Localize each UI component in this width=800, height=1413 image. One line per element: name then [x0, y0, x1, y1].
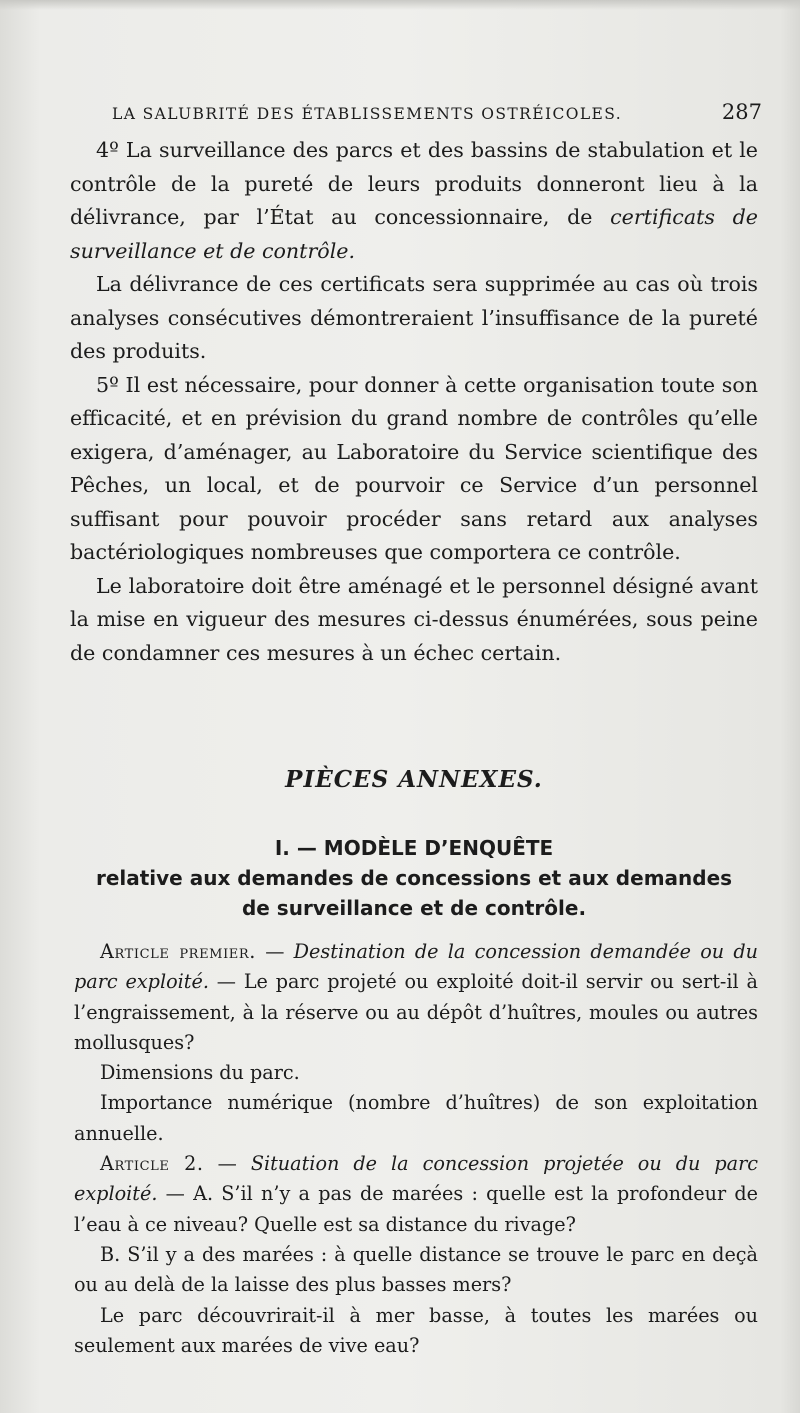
paragraph-4-text: 4º La surveillance des parcs et des bassins de stabulation et le contrôle de la pureté de leurs produits donneront lieu à la délivrance, par l’État au concessionnaire, de [70, 138, 758, 229]
paragraph-4 [70, 134, 758, 268]
article-1-dimensions: Dimensions du parc. [100, 1061, 300, 1085]
model-title-line-1: I. — MODÈLE D’ENQUÊTE [274, 836, 554, 860]
model-title-line-3: de surveillance et de contrôle. [241, 896, 587, 920]
running-header [112, 100, 762, 132]
article-1 [74, 937, 758, 1058]
article-2-heading: Situation de la concession projetée ou du parc exploité. [74, 1152, 759, 1206]
paragraph-laboratoire: Le laboratoire doit être aménagé et le personnel désigné avant la mise en vigueur des mesures ci-dessus énumérées, sous peine de condamner ces mesures à un échec certain. [70, 573, 758, 665]
model-title [70, 833, 758, 923]
running-title: LA SALUBRITÉ DES ÉTABLISSEMENTS OSTRÉICOLES. [112, 105, 623, 123]
article-1-label: Article premier. [100, 940, 256, 963]
article-2-dash: — [203, 1152, 251, 1176]
paragraph-4-italic: certificats de surveillance et de contrôle. [70, 205, 758, 263]
article-1-text: — Le parc projeté ou exploité doit-il servir ou sert-il à l’engraissement, à la réserve ou au dépôt d’huîtres, moules ou autres mollusques? [74, 970, 758, 1054]
article-2 [74, 1149, 758, 1240]
scan-edge [0, 0, 800, 10]
section-title: PIÈCES ANNEXES. [285, 766, 543, 793]
article-2-b: B. S’il y a des marées : à quelle distance se trouve le parc en deçà ou au delà de la laisse des plus basses mers? [74, 1242, 758, 1297]
article-1-importance: Importance numérique (nombre d’huîtres) de son exploitation annuelle. [74, 1091, 758, 1145]
paragraph-5: 5º Il est nécessaire, pour donner à cette organisation toute son efficacité, et en prévision du grand nombre de contrôles qu’elle exigera, d’aménager, au Laboratoire du Service scientifique des Pêches, un local, et de pourvoir ce Service d’un personnel suffisant pour pouvoir procéder sans retard aux analyses bactériologiques nombreuses que comportera ce contrôle. [70, 372, 758, 564]
paragraph-delivrance: La délivrance de ces certificats sera supprimée au cas où trois analyses consécutives démontreraient l’insuffisance de la pureté des produits. [70, 272, 758, 363]
articles [74, 937, 758, 1361]
article-2-text-a: — A. S’il n’y a pas de marées : quelle est la profondeur de l’eau à ce niveau? Quelle est sa distance du rivage? [74, 1182, 758, 1236]
model-title-line-2: relative aux demandes de concessions et aux demandes [95, 866, 733, 890]
main-text [70, 134, 758, 670]
article-2-label: Article 2. [100, 1152, 204, 1176]
page-number: 287 [721, 100, 762, 124]
article-2-c: Le parc découvrirait-il à mer basse, à toutes les marées ou seulement aux marées de vive eau? [74, 1303, 758, 1357]
article-1-heading: Destination de la concession demandée ou du parc exploité. [74, 940, 758, 994]
article-1-dash: — [255, 940, 294, 963]
